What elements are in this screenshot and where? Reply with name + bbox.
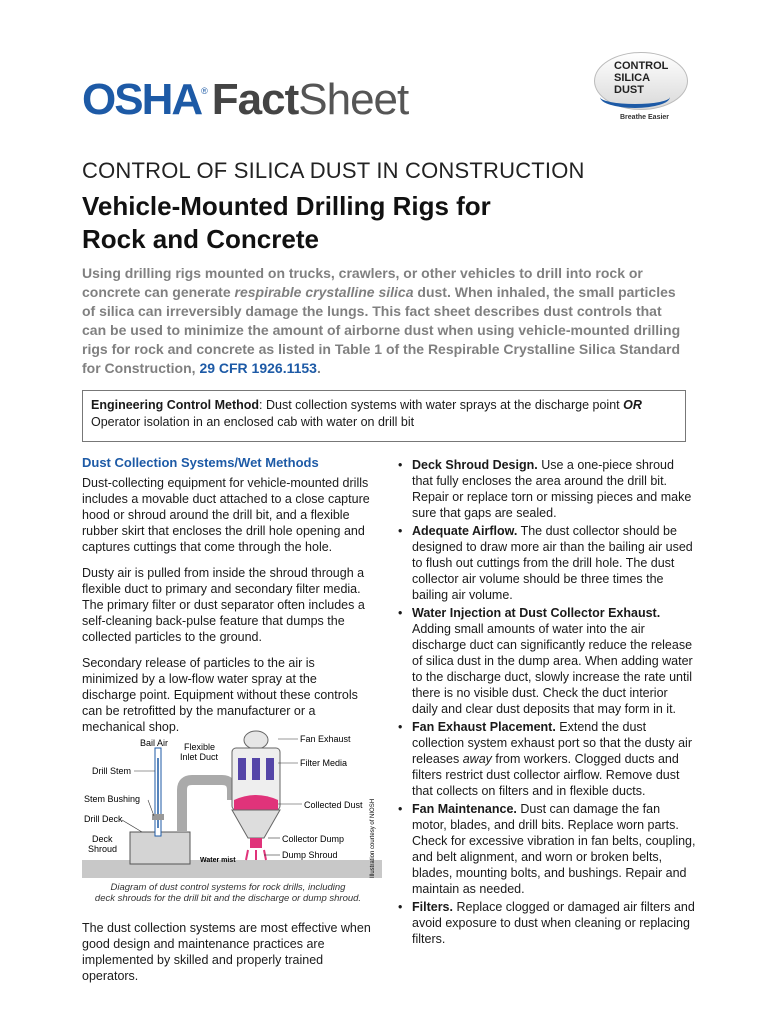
- bullet-text: The dust collector should be designed to draw more air than the bailing air used to flush out cuttings from the drill hole. The dust collector air volume should be three times the bailing air volume.: [412, 524, 693, 602]
- list-item: [396, 457, 696, 521]
- label-inlet-duct: Inlet Duct: [180, 752, 219, 762]
- list-item: [396, 523, 696, 603]
- engineering-control-sep: :: [259, 398, 266, 412]
- intro-end: .: [316, 360, 321, 376]
- label-water-mist: Water mist: [200, 857, 236, 864]
- bullet-term: Water Injection at Dust Collector Exhaust.: [412, 606, 661, 620]
- bullet-term: Filters.: [412, 900, 453, 914]
- bullet-term: Fan Exhaust Placement.: [412, 720, 556, 734]
- intro-emphasis: respirable crystalline silica: [234, 284, 414, 300]
- label-fan-exhaust: Fan Exhaust: [300, 734, 351, 744]
- dump-shroud-shape: [250, 838, 262, 848]
- bullet-term: Adequate Airflow.: [412, 524, 518, 538]
- label-shroud: Shroud: [88, 844, 118, 854]
- badge-text: [614, 60, 668, 96]
- bullet-text: Adding small amounts of water into the air discharge duct can significantly reduce the release of silica dust in the dump area. When adding water to the discharge duct, slowly increase the rate until there is no visible dust. Check the duct interior daily and clear dust deposits that may form in it.: [412, 622, 693, 716]
- logo-fact: Fact: [211, 75, 299, 124]
- cfr-link[interactable]: 29 CFR 1926.1153: [199, 360, 317, 376]
- filter-media-1: [238, 758, 246, 780]
- badge-line-3: DUST: [614, 84, 644, 96]
- bullet-text: Replace clogged or damaged air filters and avoid exposure to dust when cleaning or replacing filters.: [412, 900, 695, 946]
- bullet-text: Extend the dust collection system exhaust port so that the dusty air releases: [412, 720, 692, 766]
- filter-media-2: [252, 758, 260, 780]
- closing-paragraph: The dust collection systems are most effective when good design and maintenance practices are implemented by skilled and properly trained operators.: [82, 921, 371, 983]
- bullet-text: Use a one-piece shroud that fully encloses the area around the drill bit. Repair or replace torn or missing pieces and make sure that gaps are sealed.: [412, 458, 692, 520]
- right-column: [396, 457, 696, 949]
- logo-osha: OSHA: [82, 75, 202, 124]
- label-deck: Deck: [92, 834, 113, 844]
- left-paragraph-2: Dusty air is pulled from inside the shroud through a flexible duct to primary and secondary filter media. The primary filter or dust separator often includes a self-cleaning back-pulse feature that dumps the collected particles to the ground.: [82, 566, 365, 644]
- caption-line-2: deck shrouds for the drill bit and the discharge or dump shroud.: [94, 893, 362, 904]
- engineering-control-text-1: Dust collection systems with water sprays at the discharge point: [266, 398, 624, 412]
- section-heading: Dust Collection Systems/Wet Methods: [82, 455, 319, 470]
- bullet-text: from workers. Clogged ducts and filters restrict dust collector airflow. Remove dust that collects on filters and in flexible ducts.: [412, 752, 680, 798]
- left-paragraph-1: Dust-collecting equipment for vehicle-mounted drills includes a movable duct attached to a close capture hood or shroud around the drill bit, and a flexible rubber skirt that encloses the drill hole opening and captures cuttings that come through the hole.: [82, 476, 370, 554]
- bullet-emphasis: away: [462, 752, 492, 766]
- bullet-text: Dust can damage the fan motor, blades, and drill bits. Replace worn parts. Check for excessive vibration in fan belts, coupling, and belt alignment, and worn or broken belts, blades, mounting bolts, and bushings. Repair and maintain as needed.: [412, 802, 696, 896]
- label-dump-shroud: Dump Shroud: [282, 850, 338, 860]
- logo-sheet: Sheet: [298, 75, 409, 124]
- label-collector-dump: Collector Dump: [282, 834, 345, 844]
- page-title-line-1: Vehicle-Mounted Drilling Rigs for: [82, 191, 491, 221]
- left-paragraph-3: Secondary release of particles to the air is minimized by a low-flow water spray at the discharge point. Equipment without these controls can be retrofitted by the manufacturer or a mechanical shop.: [82, 656, 358, 734]
- engineering-control-or: OR: [623, 398, 642, 412]
- left-column: [82, 455, 374, 745]
- bullet-term: Fan Maintenance.: [412, 802, 517, 816]
- label-drill-stem: Drill Stem: [92, 766, 132, 776]
- label-credit: Illustration courtesy of NIOSH: [370, 798, 376, 878]
- label-collected-dust: Collected Dust: [304, 800, 363, 810]
- diagram-caption: [82, 882, 374, 904]
- badge-tagline: Breathe Easier: [620, 114, 670, 121]
- engineering-control-text-2: Operator isolation in an enclosed cab with water on drill bit: [91, 415, 415, 429]
- engineering-control-box: [82, 390, 686, 442]
- bullet-term: Deck Shroud Design.: [412, 458, 538, 472]
- flexible-duct-shape: [182, 780, 232, 832]
- deck-shroud-shape: [130, 832, 190, 864]
- practices-list: [396, 457, 696, 947]
- series-title: CONTROL OF SILICA DUST IN CONSTRUCTION: [82, 158, 585, 183]
- fan-shape: [244, 731, 268, 749]
- label-drill-deck: Drill Deck: [84, 814, 123, 824]
- dust-collection-diagram: [82, 728, 382, 878]
- list-item: [396, 801, 696, 897]
- logo-registered-mark: ®: [201, 86, 208, 96]
- caption-line-1: Diagram of dust control systems for rock drills, including: [110, 882, 346, 893]
- list-item: [396, 899, 696, 947]
- label-bail-air: Bail Air: [140, 738, 169, 748]
- label-filter-media: Filter Media: [300, 758, 348, 768]
- water-mist-shape: [246, 850, 266, 860]
- page-title-line-2: Rock and Concrete: [82, 224, 319, 254]
- page-title: [82, 190, 642, 256]
- filter-media-3: [266, 758, 274, 780]
- osha-factsheet-logo: [82, 72, 408, 122]
- intro-part-1: Using drilling rigs mounted on trucks, crawlers, or other vehicles to drill into rock or concrete can generate: [82, 265, 643, 300]
- control-silica-dust-badge: [594, 52, 688, 132]
- collector-dump-shape: [232, 810, 280, 838]
- engineering-control-label: Engineering Control Method: [91, 398, 260, 412]
- intro-paragraph: [82, 264, 688, 378]
- badge-line-2: SILICA: [614, 72, 651, 84]
- list-item: [396, 605, 696, 717]
- label-stem-bushing: Stem Bushing: [84, 794, 141, 804]
- label-flexible: Flexible: [184, 742, 216, 752]
- intro-part-2: dust. When inhaled, the small particles of silica can irreversibly damage the lungs. This fact sheet describes dust controls that can be used to minimize the amount of airborne dust when using vehicle-mounted drilling rigs for rock and concrete as listed in Table 1 of the Respirable Crystalline Silica Standard for Construction,: [82, 284, 681, 376]
- list-item: [396, 719, 696, 799]
- badge-line-1: CONTROL: [614, 60, 669, 72]
